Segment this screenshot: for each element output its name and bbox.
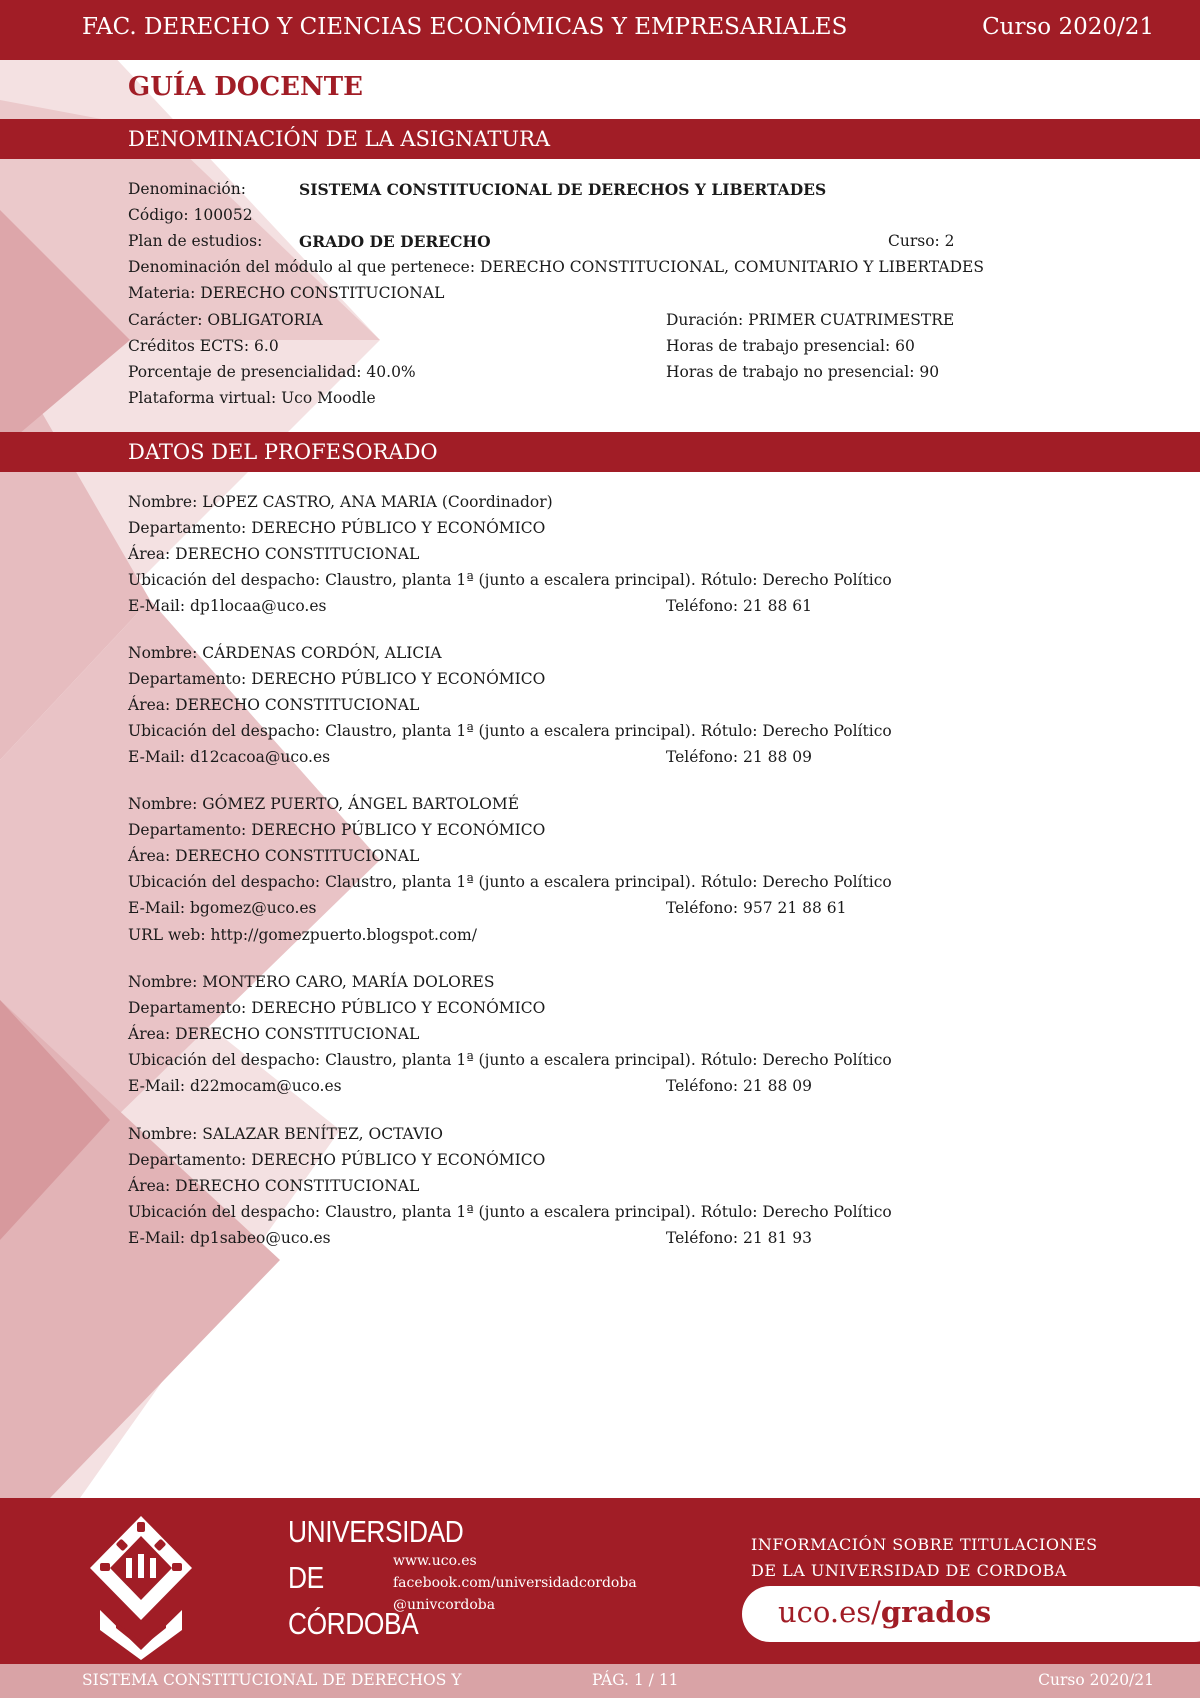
section-title: DATOS DEL PROFESORADO: [128, 440, 438, 464]
logo-text-line3: CÓRDOBA: [288, 1606, 419, 1641]
denominacion-label: Denominación:: [128, 180, 246, 198]
presencialidad: Porcentaje de presencialidad: 40.0%: [128, 363, 416, 381]
faculty-name: FAC. DERECHO Y CIENCIAS ECONÓMICAS Y EMPRESARIALES: [82, 14, 848, 40]
professor-department: Departamento: DERECHO PÚBLICO Y ECONÓMICO: [128, 670, 546, 688]
plan-value: GRADO DE DERECHO: [299, 232, 491, 251]
professor-email: E-Mail: d12cacoa@uco.es: [128, 748, 331, 766]
info-line2: DE LA UNIVERSIDAD DE CORDOBA: [751, 1561, 1067, 1580]
materia: Materia: DERECHO CONSTITUCIONAL: [128, 284, 445, 302]
plataforma: Plataforma virtual: Uco Moodle: [128, 389, 376, 407]
footer: [0, 1498, 1200, 1664]
twitter-link[interactable]: @univcordoba: [393, 1597, 496, 1613]
professor-email: E-Mail: d22mocam@uco.es: [128, 1077, 342, 1095]
professor-department: Departamento: DERECHO PÚBLICO Y ECONÓMICO: [128, 999, 546, 1017]
professor-phone: Teléfono: 21 88 09: [666, 748, 812, 766]
horas-no-presencial: Horas de trabajo no presencial: 90: [666, 363, 940, 381]
section-header-asignatura: [0, 119, 1200, 159]
page-number: PÁG. 1 / 11: [592, 1671, 679, 1689]
professor-area: Área: DERECHO CONSTITUCIONAL: [128, 696, 420, 714]
logo-text-line1: UNIVERSIDAD: [288, 1514, 464, 1549]
professor-phone: Teléfono: 21 88 61: [666, 597, 812, 615]
grados-link[interactable]: [742, 1586, 1200, 1642]
professor-phone: Teléfono: 21 81 93: [666, 1229, 812, 1247]
professor-department: Departamento: DERECHO PÚBLICO Y ECONÓMICO: [128, 1151, 546, 1169]
professor-area: Área: DERECHO CONSTITUCIONAL: [128, 545, 420, 563]
professor-area: Área: DERECHO CONSTITUCIONAL: [128, 847, 420, 865]
modulo: Denominación del módulo al que pertenece: DERECHO CONSTITUCIONAL, COMUNITARIO Y LIBERTADES: [128, 258, 984, 276]
professor-office: Ubicación del despacho: Claustro, planta 1ª (junto a escalera principal). Rótulo: Derecho Político: [128, 873, 892, 891]
professor-name: Nombre: GÓMEZ PUERTO, ÁNGEL BARTOLOMÉ: [128, 795, 520, 813]
professor-area: Área: DERECHO CONSTITUCIONAL: [128, 1025, 420, 1043]
professor-area: Área: DERECHO CONSTITUCIONAL: [128, 1177, 420, 1195]
codigo: Código: 100052: [128, 206, 253, 224]
duracion: Duración: PRIMER CUATRIMESTRE: [666, 311, 955, 329]
web-link[interactable]: www.uco.es: [393, 1553, 477, 1569]
professor-name: Nombre: MONTERO CARO, MARÍA DOLORES: [128, 973, 495, 991]
professor-email: E-Mail: bgomez@uco.es: [128, 899, 317, 917]
footer-subject: SISTEMA CONSTITUCIONAL DE DERECHOS Y: [82, 1671, 462, 1689]
grados-link-text: uco.es/grados: [778, 1595, 992, 1629]
header-bar: [0, 0, 1200, 60]
professor-email: E-Mail: dp1locaa@uco.es: [128, 597, 327, 615]
professor-office: Ubicación del despacho: Claustro, planta 1ª (junto a escalera principal). Rótulo: Derecho Político: [128, 722, 892, 740]
section-header-profesorado: [0, 432, 1200, 472]
professor-phone: Teléfono: 21 88 09: [666, 1077, 812, 1095]
university-seal-icon: [86, 1510, 196, 1660]
caracter: Carácter: OBLIGATORIA: [128, 311, 323, 329]
page-footer-bar: [0, 1664, 1200, 1698]
footer-course: Curso 2020/21: [1038, 1671, 1154, 1689]
professor-name: Nombre: SALAZAR BENÍTEZ, OCTAVIO: [128, 1125, 444, 1143]
section-title: DENOMINACIÓN DE LA ASIGNATURA: [128, 127, 551, 151]
plan-label: Plan de estudios:: [128, 232, 263, 250]
course-year: Curso 2020/21: [982, 14, 1154, 40]
professor-office: Ubicación del despacho: Claustro, planta 1ª (junto a escalera principal). Rótulo: Derecho Político: [128, 571, 892, 589]
info-line1: INFORMACIÓN SOBRE TITULACIONES: [751, 1535, 1098, 1554]
creditos: Créditos ECTS: 6.0: [128, 337, 279, 355]
professor-phone: Teléfono: 957 21 88 61: [666, 899, 847, 917]
horas-presencial: Horas de trabajo presencial: 60: [666, 337, 915, 355]
professor-department: Departamento: DERECHO PÚBLICO Y ECONÓMICO: [128, 519, 546, 537]
professor-office: Ubicación del despacho: Claustro, planta 1ª (junto a escalera principal). Rótulo: Derecho Político: [128, 1051, 892, 1069]
professor-department: Departamento: DERECHO PÚBLICO Y ECONÓMICO: [128, 821, 546, 839]
professor-url: URL web: http://gomezpuerto.blogspot.com/: [128, 926, 477, 944]
professor-name: Nombre: CÁRDENAS CORDÓN, ALICIA: [128, 644, 442, 662]
document-title: GUÍA DOCENTE: [128, 72, 363, 102]
professor-email: E-Mail: dp1sabeo@uco.es: [128, 1229, 331, 1247]
professor-office: Ubicación del despacho: Claustro, planta 1ª (junto a escalera principal). Rótulo: Derecho Político: [128, 1203, 892, 1221]
denominacion-value: SISTEMA CONSTITUCIONAL DE DERECHOS Y LIBERTADES: [299, 180, 827, 199]
curso: Curso: 2: [888, 232, 955, 250]
professor-name: Nombre: LOPEZ CASTRO, ANA MARIA (Coordinador): [128, 493, 553, 511]
logo-text-line2: DE: [288, 1560, 324, 1595]
facebook-link[interactable]: facebook.com/universidadcordoba: [393, 1575, 637, 1591]
